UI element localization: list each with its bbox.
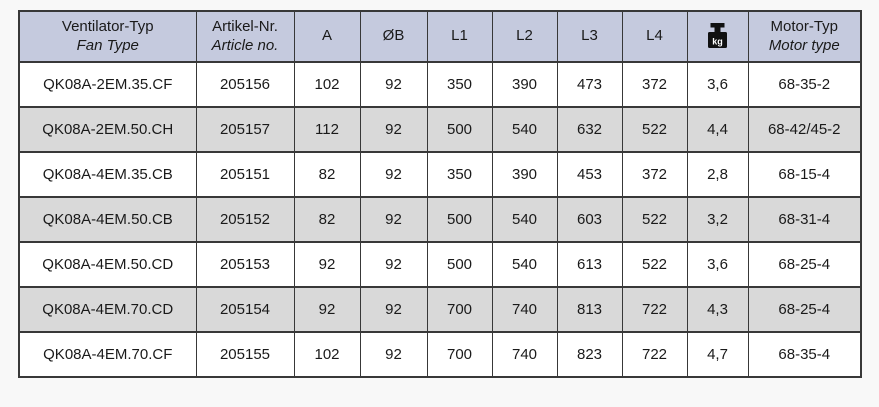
cell-l4: 722 xyxy=(622,287,687,332)
cell-ob: 92 xyxy=(360,332,427,377)
cell-article-no: 205155 xyxy=(196,332,294,377)
cell-motor-type: 68-25-4 xyxy=(748,242,861,287)
cell-l4: 522 xyxy=(622,107,687,152)
cell-l3: 473 xyxy=(557,62,622,107)
cell-l2: 740 xyxy=(492,332,557,377)
cell-article-no: 205153 xyxy=(196,242,294,287)
cell-ob: 92 xyxy=(360,287,427,332)
cell-l2: 740 xyxy=(492,287,557,332)
cell-weight-kg: 3,6 xyxy=(687,242,748,287)
cell-l1: 500 xyxy=(427,107,492,152)
header-l2: L2 xyxy=(492,11,557,62)
cell-article-no: 205152 xyxy=(196,197,294,242)
table-row xyxy=(19,287,861,332)
cell-article-no: 205157 xyxy=(196,107,294,152)
cell-weight-kg: 4,7 xyxy=(687,332,748,377)
fan-spec-table xyxy=(18,10,862,378)
cell-motor-type: 68-31-4 xyxy=(748,197,861,242)
header-weight xyxy=(687,11,748,62)
header-motor-de: Motor-Typ xyxy=(770,17,838,35)
header-l3: L3 xyxy=(557,11,622,62)
cell-l2: 540 xyxy=(492,107,557,152)
cell-l3: 632 xyxy=(557,107,622,152)
header-fan-type-de: Ventilator-Typ xyxy=(61,17,154,35)
cell-l3: 813 xyxy=(557,287,622,332)
cell-l1: 350 xyxy=(427,152,492,197)
header-article-de: Artikel-Nr. xyxy=(212,17,278,35)
cell-ob: 92 xyxy=(360,152,427,197)
cell-ob: 92 xyxy=(360,107,427,152)
cell-l3: 613 xyxy=(557,242,622,287)
header-article-no xyxy=(196,11,294,62)
cell-a: 112 xyxy=(294,107,360,152)
header-a: A xyxy=(294,11,360,62)
cell-l4: 522 xyxy=(622,197,687,242)
header-article-en: Article no. xyxy=(211,36,279,54)
cell-l4: 522 xyxy=(622,242,687,287)
cell-l3: 603 xyxy=(557,197,622,242)
cell-weight-kg: 4,3 xyxy=(687,287,748,332)
cell-motor-type: 68-15-4 xyxy=(748,152,861,197)
table-row xyxy=(19,332,861,377)
cell-l1: 500 xyxy=(427,242,492,287)
header-ob: ØB xyxy=(360,11,427,62)
cell-fan-type: QK08A-2EM.50.CH xyxy=(19,107,196,152)
cell-a: 92 xyxy=(294,287,360,332)
cell-l2: 390 xyxy=(492,62,557,107)
cell-a: 102 xyxy=(294,332,360,377)
cell-a: 92 xyxy=(294,242,360,287)
table-header xyxy=(19,11,861,62)
cell-article-no: 205151 xyxy=(196,152,294,197)
table-row xyxy=(19,152,861,197)
header-fan-type-en: Fan Type xyxy=(76,36,139,54)
cell-weight-kg: 3,6 xyxy=(687,62,748,107)
cell-weight-kg: 4,4 xyxy=(687,107,748,152)
cell-a: 102 xyxy=(294,62,360,107)
table-row xyxy=(19,242,861,287)
cell-ob: 92 xyxy=(360,62,427,107)
header-fan-type xyxy=(19,11,196,62)
cell-l2: 390 xyxy=(492,152,557,197)
cell-motor-type: 68-35-2 xyxy=(748,62,861,107)
header-motor-en: Motor type xyxy=(768,36,840,54)
cell-ob: 92 xyxy=(360,197,427,242)
cell-l1: 350 xyxy=(427,62,492,107)
header-l4: L4 xyxy=(622,11,687,62)
cell-motor-type: 68-35-4 xyxy=(748,332,861,377)
cell-a: 82 xyxy=(294,152,360,197)
cell-l1: 500 xyxy=(427,197,492,242)
cell-fan-type: QK08A-4EM.35.CB xyxy=(19,152,196,197)
table-row xyxy=(19,197,861,242)
cell-weight-kg: 3,2 xyxy=(687,197,748,242)
cell-article-no: 205154 xyxy=(196,287,294,332)
cell-weight-kg: 2,8 xyxy=(687,152,748,197)
cell-l3: 823 xyxy=(557,332,622,377)
cell-l4: 372 xyxy=(622,152,687,197)
table-row xyxy=(19,62,861,107)
cell-l3: 453 xyxy=(557,152,622,197)
cell-fan-type: QK08A-4EM.50.CD xyxy=(19,242,196,287)
cell-motor-type: 68-25-4 xyxy=(748,287,861,332)
cell-ob: 92 xyxy=(360,242,427,287)
header-l1: L1 xyxy=(427,11,492,62)
cell-a: 82 xyxy=(294,197,360,242)
weight-kg-label: kg xyxy=(712,36,723,47)
header-row xyxy=(19,11,861,62)
cell-l1: 700 xyxy=(427,332,492,377)
cell-motor-type: 68-42/45-2 xyxy=(748,107,861,152)
table-body xyxy=(19,62,861,377)
cell-fan-type: QK08A-4EM.50.CB xyxy=(19,197,196,242)
cell-article-no: 205156 xyxy=(196,62,294,107)
cell-l4: 722 xyxy=(622,332,687,377)
cell-l1: 700 xyxy=(427,287,492,332)
cell-l2: 540 xyxy=(492,242,557,287)
cell-l2: 540 xyxy=(492,197,557,242)
cell-fan-type: QK08A-2EM.35.CF xyxy=(19,62,196,107)
cell-fan-type: QK08A-4EM.70.CD xyxy=(19,287,196,332)
cell-fan-type: QK08A-4EM.70.CF xyxy=(19,332,196,377)
header-motor-type xyxy=(748,11,861,62)
table-row xyxy=(19,107,861,152)
weight-kg-icon xyxy=(707,23,728,50)
cell-l4: 372 xyxy=(622,62,687,107)
